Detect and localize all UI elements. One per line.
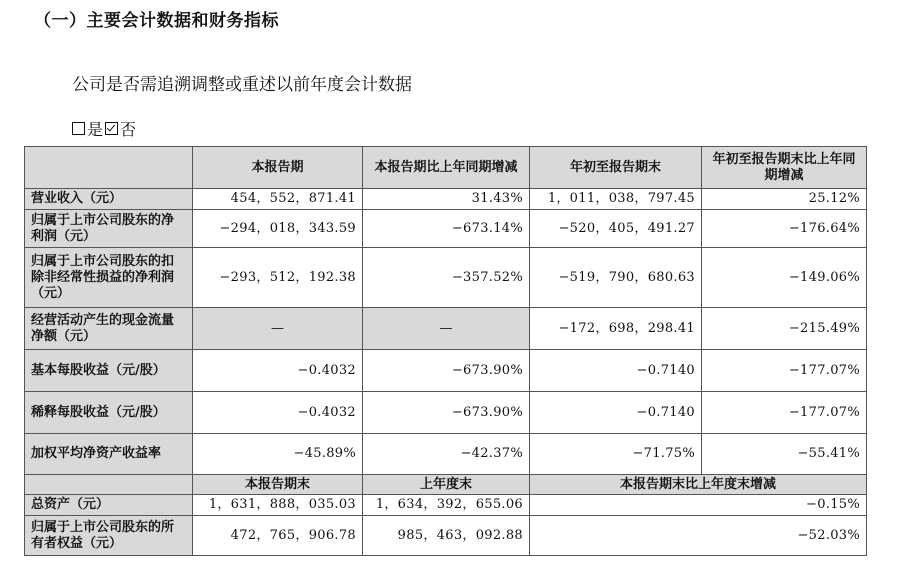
cell-value: 454，552，871.41 xyxy=(193,189,363,210)
cell-value: −52.03% xyxy=(530,516,867,556)
cell-value: −55.41% xyxy=(702,434,867,475)
cell-value: −294，018，343.59 xyxy=(193,210,363,248)
cell-value: 25.12% xyxy=(702,189,867,210)
row-label: 归属于上市公司股东的净利润（元） xyxy=(25,210,193,248)
table2-header-corner xyxy=(25,475,193,495)
table1-header-ytd-change: 年初至报告期末比上年同期增减 xyxy=(702,147,867,189)
cell-value: −0.15% xyxy=(530,495,867,516)
table2-header-period-end: 本报告期末 xyxy=(193,475,363,495)
cell-value: — xyxy=(363,308,530,350)
cell-value: — xyxy=(193,308,363,350)
table-row xyxy=(25,495,867,516)
cell-value: −0.7140 xyxy=(530,392,702,434)
cell-value: −357.52% xyxy=(363,248,530,308)
cell-value: −0.7140 xyxy=(530,350,702,392)
cell-value: 1，631，888，035.03 xyxy=(193,495,363,516)
cell-value: −520，405，491.27 xyxy=(530,210,702,248)
table1-header-row xyxy=(25,147,867,189)
cell-value: −45.89% xyxy=(193,434,363,475)
cell-value: −149.06% xyxy=(702,248,867,308)
cell-value: −519，790，680.63 xyxy=(530,248,702,308)
table-row xyxy=(25,350,867,392)
cell-value: −0.4032 xyxy=(193,350,363,392)
row-label: 归属于上市公司股东的扣除非经常性损益的净利润（元） xyxy=(25,248,193,308)
cell-value: 31.43% xyxy=(363,189,530,210)
cell-value: −673.90% xyxy=(363,392,530,434)
cell-value: 985，463，092.88 xyxy=(363,516,530,556)
checkbox-no[interactable] xyxy=(105,122,118,135)
cell-value: −215.49% xyxy=(702,308,867,350)
row-label: 营业收入（元） xyxy=(25,189,193,210)
row-label: 稀释每股收益（元/股） xyxy=(25,392,193,434)
table-row xyxy=(25,516,867,556)
row-label: 经营活动产生的现金流量净额（元） xyxy=(25,308,193,350)
table-row xyxy=(25,392,867,434)
table1-header-current-change: 本报告期比上年同期增减 xyxy=(363,147,530,189)
financial-data-table xyxy=(24,146,867,556)
cell-value: −0.4032 xyxy=(193,392,363,434)
table1-header-ytd: 年初至报告期末 xyxy=(530,147,702,189)
cell-value: 1，634，392，655.06 xyxy=(363,495,530,516)
table-row xyxy=(25,434,867,475)
table2-header-prior-year-end: 上年度末 xyxy=(363,475,530,495)
table-row xyxy=(25,248,867,308)
row-label: 总资产（元） xyxy=(25,495,193,516)
row-label: 基本每股收益（元/股） xyxy=(25,350,193,392)
cell-value: 472，765，906.78 xyxy=(193,516,363,556)
cell-value: −293，512，192.38 xyxy=(193,248,363,308)
option-no-label: 否 xyxy=(120,120,137,139)
table2-header-change: 本报告期末比上年度末增减 xyxy=(530,475,867,495)
cell-value: −42.37% xyxy=(363,434,530,475)
cell-value: −177.07% xyxy=(702,392,867,434)
table1-header-current-period: 本报告期 xyxy=(193,147,363,189)
section-title: （一）主要会计数据和财务指标 xyxy=(34,11,279,31)
checkbox-yes[interactable] xyxy=(72,122,85,135)
cell-value: 1，011，038，797.45 xyxy=(530,189,702,210)
cell-value: −71.75% xyxy=(530,434,702,475)
option-yes-label: 是 xyxy=(87,120,104,139)
table2-header-row xyxy=(25,475,867,495)
cell-value: −172，698，298.41 xyxy=(530,308,702,350)
table-row xyxy=(25,308,867,350)
table1-header-corner xyxy=(25,147,193,189)
table-row xyxy=(25,189,867,210)
cell-value: −673.14% xyxy=(363,210,530,248)
cell-value: −673.90% xyxy=(363,350,530,392)
row-label: 加权平均净资产收益率 xyxy=(25,434,193,475)
restatement-options xyxy=(72,117,138,140)
cell-value: −176.64% xyxy=(702,210,867,248)
table-row xyxy=(25,210,867,248)
cell-value: −177.07% xyxy=(702,350,867,392)
row-label: 归属于上市公司股东的所有者权益（元） xyxy=(25,516,193,556)
restatement-question: 公司是否需追溯调整或重述以前年度会计数据 xyxy=(72,75,412,95)
